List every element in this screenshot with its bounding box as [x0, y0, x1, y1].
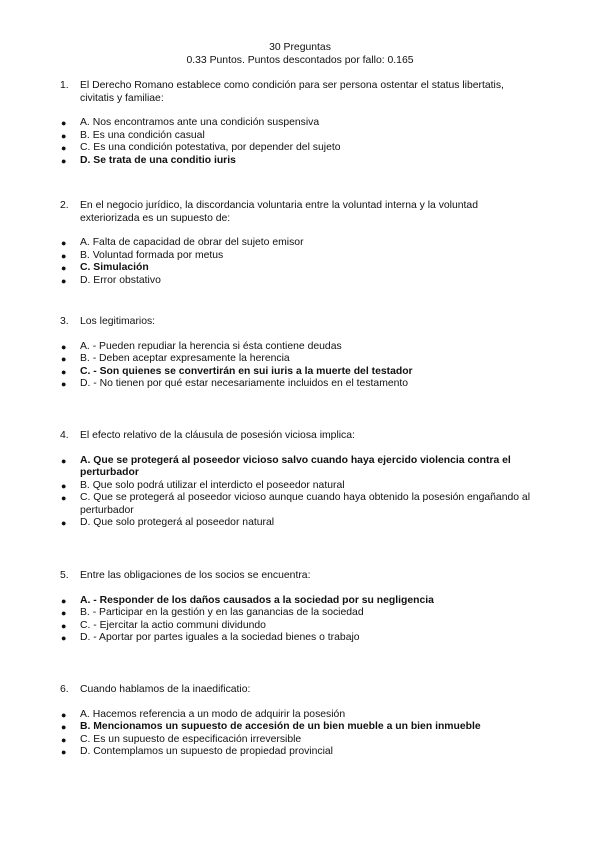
question-number: 2.	[60, 200, 69, 211]
option-a: ● A. - Responder de los daños causados a la sociedad por su negligencia	[61, 594, 434, 606]
bullet-icon: ●	[61, 493, 67, 503]
option-d: ● D. Contemplamos un supuesto de propiedad provincial	[61, 746, 333, 757]
option-c: ● C. - Ejercitar la actio communi dividundo	[61, 619, 266, 631]
question-number: 4.	[60, 430, 69, 441]
bullet-icon: ●	[61, 709, 67, 720]
question-prompt: El efecto relativo de la cláusula de posesión viciosa implica:	[80, 430, 355, 441]
question-text	[60, 570, 540, 583]
option-b: ● B. - Participar en la gestión y en las ganancias de la sociedad	[61, 607, 364, 618]
option-d: ● D. - Aportar por partes iguales a la sociedad bienes o trabajo	[61, 632, 360, 643]
option-c: ● C. Que se protegerá al poseedor vicioso aunque cuando haya obtenido la posesión engañando al perturbador	[61, 492, 531, 516]
scoring-info: 0.33 Puntos. Puntos descontados por fallo: 0.165	[186, 55, 414, 66]
option-d: ● D. Error obstativo	[61, 274, 161, 286]
option-c: ● C. Es un supuesto de especificación irreversible	[61, 733, 302, 745]
question-text	[60, 430, 540, 443]
option-a: ● A. Nos encontramos ante una condición suspensiva	[61, 117, 320, 128]
bullet-icon: ●	[61, 734, 67, 745]
options-list	[60, 595, 540, 645]
option-d: ● D. Se trata de una conditio iuris	[61, 154, 236, 166]
bullet-icon: ●	[61, 250, 67, 261]
question-number: 3.	[60, 316, 69, 327]
bullet-icon: ●	[61, 263, 67, 273]
bullet-icon: ●	[61, 238, 67, 248]
question-prompt: En el negocio jurídico, la discordancia voluntaria entre la voluntad interna y la voluntad exteriorizada es un supuesto de:	[80, 200, 478, 224]
question-prompt: El Derecho Romano establece como condición para ser persona ostentar el status libertatis, civitatis y familiae:	[80, 80, 504, 104]
question-number: 6.	[60, 684, 69, 695]
bullet-icon: ●	[61, 747, 67, 757]
question-5	[60, 570, 540, 645]
options-list	[60, 341, 540, 391]
bullet-icon: ●	[61, 595, 67, 606]
option-a: ● A. - Pueden repudiar la herencia si ésta contiene deudas	[61, 340, 342, 352]
question-prompt: Los legitimarios:	[80, 316, 156, 327]
question-count: 30 Preguntas	[269, 42, 331, 53]
bullet-icon: ●	[61, 455, 67, 466]
bullet-icon: ●	[61, 143, 67, 153]
bullet-icon: ●	[61, 275, 67, 286]
option-c: ● C. Simulación	[61, 262, 149, 273]
question-3	[60, 316, 540, 391]
option-b: ● B. Mencionamos un supuesto de accesión de un bien mueble a un bien inmueble	[61, 721, 481, 732]
question-2	[60, 200, 540, 287]
option-d: ● D. - No tienen por qué estar necesariamente incluidos en el testamento	[61, 378, 409, 389]
question-prompt: Entre las obligaciones de los socios se encuentra:	[80, 570, 311, 581]
question-1	[60, 80, 540, 167]
options-list	[60, 709, 540, 759]
options-list	[60, 237, 540, 287]
question-6	[60, 684, 540, 759]
question-text	[60, 316, 540, 329]
option-a: ● A. Hacemos referencia a un modo de adquirir la posesión	[61, 708, 346, 720]
option-d: ● D. Que solo protegerá al poseedor natural	[61, 517, 275, 528]
bullet-icon: ●	[61, 480, 67, 491]
bullet-icon: ●	[61, 130, 67, 141]
bullet-icon: ●	[61, 366, 67, 377]
question-number: 1.	[60, 80, 69, 91]
page-header	[0, 42, 600, 68]
bullet-icon: ●	[61, 722, 67, 732]
bullet-icon: ●	[61, 341, 67, 352]
option-a: ● A. Que se protegerá al poseedor vicioso salvo cuando haya ejercido violencia contra el perturbador	[61, 454, 511, 478]
bullet-icon: ●	[61, 354, 67, 364]
option-c: ● C. - Son quienes se convertirán en sui iuris a la muerte del testador	[61, 365, 413, 377]
bullet-icon: ●	[61, 620, 67, 631]
bullet-icon: ●	[61, 518, 67, 528]
question-text	[60, 684, 540, 697]
options-list	[60, 455, 540, 530]
options-list	[60, 117, 540, 167]
option-b: ● B. Es una condición casual	[61, 129, 205, 141]
option-b: ● B. Voluntad formada por metus	[61, 249, 224, 261]
bullet-icon: ●	[61, 633, 67, 643]
question-text	[60, 200, 540, 225]
option-a: ● A. Falta de capacidad de obrar del sujeto emisor	[61, 237, 304, 248]
bullet-icon: ●	[61, 379, 67, 389]
bullet-icon: ●	[61, 118, 67, 128]
option-c: ● C. Es una condición potestativa, por depender del sujeto	[61, 142, 341, 153]
option-b: ● B. Que solo podrá utilizar el interdicto el poseedor natural	[61, 479, 345, 491]
bullet-icon: ●	[61, 155, 67, 166]
question-prompt: Cuando hablamos de la inaedificatio:	[80, 684, 251, 695]
bullet-icon: ●	[61, 608, 67, 618]
option-b: ● B. - Deben aceptar expresamente la herencia	[61, 353, 290, 364]
question-number: 5.	[60, 570, 69, 581]
question-4	[60, 430, 540, 530]
question-text	[60, 80, 540, 105]
